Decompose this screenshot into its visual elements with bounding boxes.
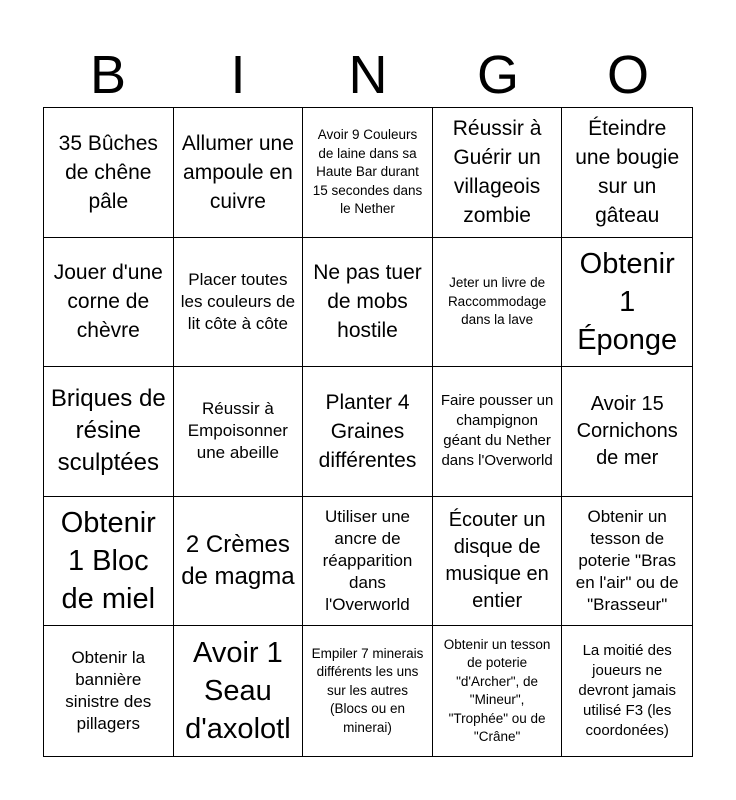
cell-text: Empiler 7 minerais différents les uns sur les autres (Blocs ou en minerai): [311, 645, 424, 735]
cell-text: Utiliser une ancre de réapparition dans l'Overworld: [322, 507, 413, 615]
cell-text: 2 Crèmes de magma: [181, 531, 295, 591]
bingo-cell-r3-c1[interactable]: [44, 367, 174, 497]
bingo-cell-r1-c2[interactable]: [174, 108, 304, 238]
cell-text: Jeter un livre de Raccommodage dans la lave: [447, 275, 547, 328]
bingo-cell-r3-c4[interactable]: [433, 367, 563, 497]
bingo-cell-r4-c3[interactable]: [303, 497, 433, 627]
bingo-cell-r5-c4[interactable]: [433, 626, 563, 756]
cell-text: Avoir 1 Seau d'axolotl: [185, 637, 291, 746]
bingo-cell-r5-c1[interactable]: [44, 626, 174, 756]
cell-text: Obtenir 1 Éponge: [577, 247, 678, 356]
cell-text: Obtenir un tesson de poterie "Bras en l'air" ou de "Brasseur": [575, 507, 679, 615]
header-letter-n: N: [348, 45, 388, 105]
bingo-cell-r3-c2[interactable]: [174, 367, 304, 497]
bingo-header: [43, 44, 693, 106]
bingo-cell-r5-c5[interactable]: [562, 626, 692, 756]
bingo-cell-r3-c5[interactable]: [562, 367, 692, 497]
header-letter-g: G: [476, 45, 519, 105]
bingo-cell-r2-c2[interactable]: [174, 238, 304, 368]
header-letter-o: O: [606, 45, 649, 105]
bingo-cell-r2-c3[interactable]: [303, 238, 433, 368]
bingo-cell-r5-c2[interactable]: [174, 626, 304, 756]
cell-text: Planter 4 Graines différentes: [318, 390, 417, 472]
cell-text: Réussir à Empoisonner une abeille: [187, 399, 288, 463]
cell-text: Obtenir 1 Bloc de miel: [60, 507, 156, 616]
cell-text: Obtenir un tesson de poterie "d'Archer", de "Mineur", "Trophée" ou de "Crâne": [443, 636, 551, 745]
cell-text: Obtenir la bannière sinistre des pillagers: [65, 648, 152, 734]
bingo-cell-r1-c5[interactable]: [562, 108, 692, 238]
cell-text: Faire pousser un champignon géant du Nether dans l'Overworld: [440, 392, 554, 470]
bingo-cell-r4-c5[interactable]: [562, 497, 692, 627]
bingo-cell-r3-c3[interactable]: [303, 367, 433, 497]
cell-text: Éteindre une bougie sur un gâteau: [575, 117, 680, 228]
bingo-cell-r4-c1[interactable]: [44, 497, 174, 627]
bingo-cell-r2-c4[interactable]: [433, 238, 563, 368]
cell-text: Réussir à Guérir un villageois zombie: [452, 117, 542, 228]
cell-text: Allumer une ampoule en cuivre: [181, 131, 294, 213]
cell-text: Écouter un disque de musique en entier: [445, 509, 549, 613]
bingo-cell-r1-c4[interactable]: [433, 108, 563, 238]
cell-text: Avoir 15 Cornichons de mer: [576, 392, 678, 469]
cell-text: Placer toutes les couleurs de lit côte à côte: [180, 269, 296, 333]
bingo-board: [43, 107, 693, 757]
bingo-cell-r1-c3[interactable]: [303, 108, 433, 238]
header-letter-i: I: [230, 45, 246, 105]
bingo-cell-r2-c1[interactable]: [44, 238, 174, 368]
header-letter-b: B: [89, 45, 127, 105]
cell-text: 35 Bûches de chêne pâle: [58, 131, 158, 213]
cell-text: Briques de résine sculptées: [50, 385, 166, 477]
cell-text: Avoir 9 Couleurs de laine dans sa Haute Bar durant 15 secondes dans le Nether: [312, 127, 423, 217]
cell-text: Jouer d'une corne de chèvre: [53, 261, 163, 343]
bingo-cell-r4-c2[interactable]: [174, 497, 304, 627]
bingo-cell-r1-c1[interactable]: [44, 108, 174, 238]
bingo-cell-r5-c3[interactable]: [303, 626, 433, 756]
cell-text: Ne pas tuer de mobs hostile: [313, 261, 422, 343]
bingo-cell-r4-c4[interactable]: [433, 497, 563, 627]
cell-text: La moitié des joueurs ne devront jamais utilisé F3 (les coordonées): [578, 642, 676, 740]
bingo-cell-r2-c5[interactable]: [562, 238, 692, 368]
